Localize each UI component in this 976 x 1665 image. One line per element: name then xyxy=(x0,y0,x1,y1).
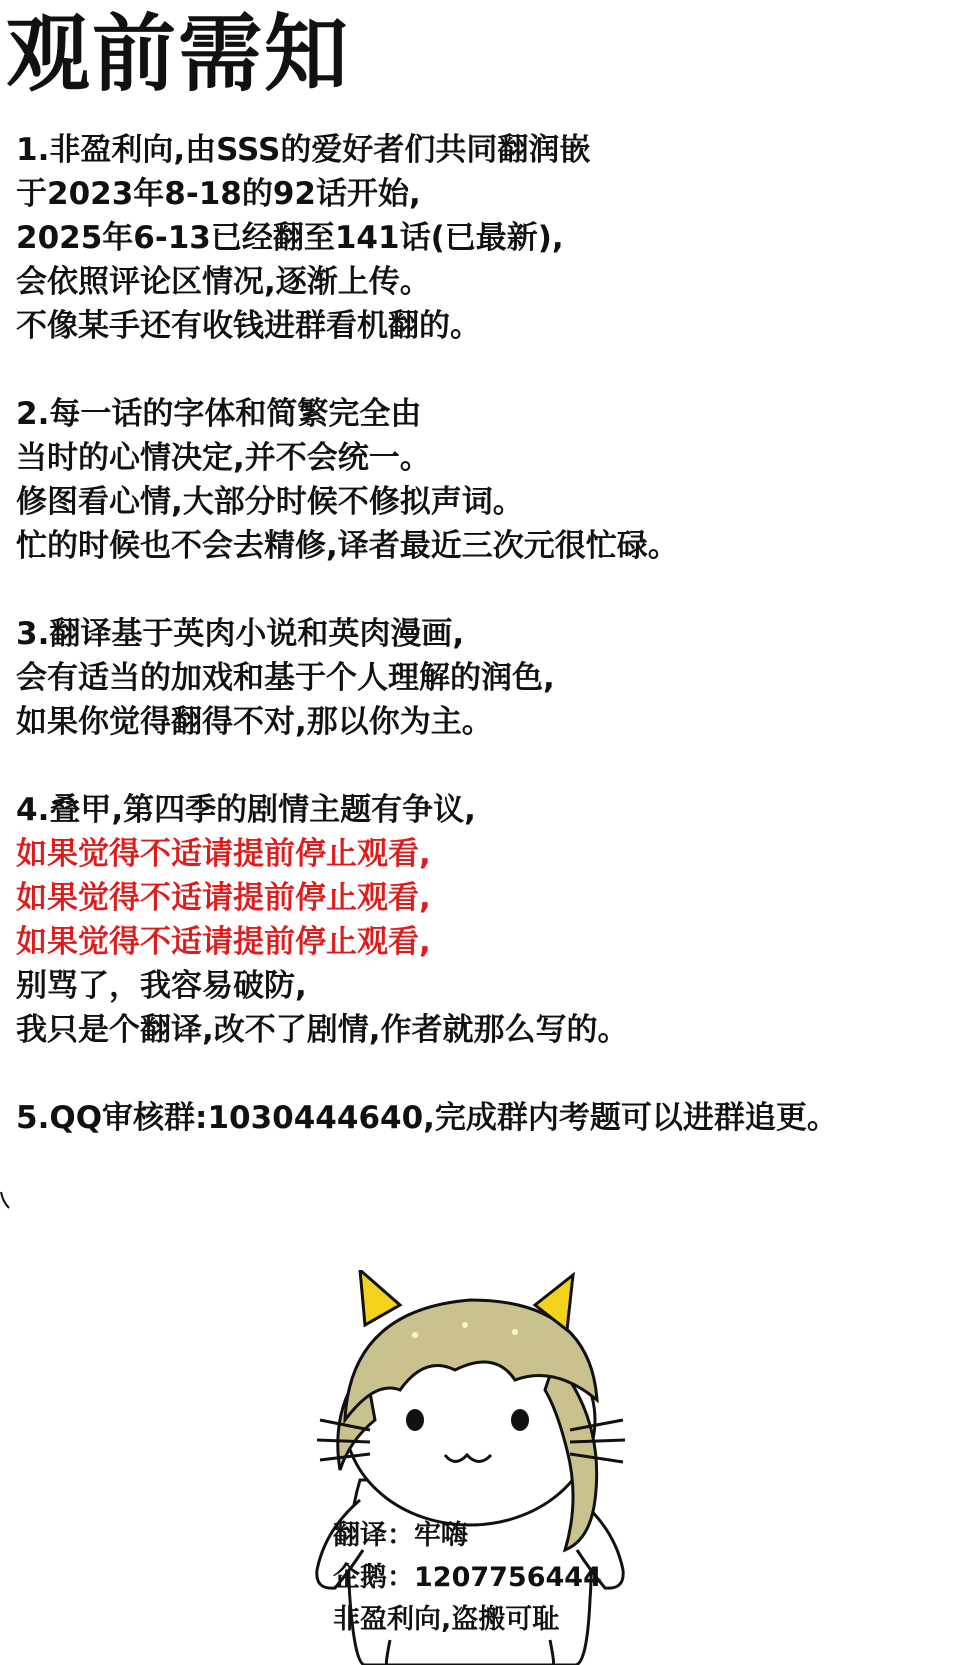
translator-credit: 翻译：牢嗨 xyxy=(333,1520,468,1551)
notice-line: 如果你觉得翻得不对,那以你为主。 xyxy=(16,704,493,740)
notice-line: 1.非盈利向,由SSS的爱好者们共同翻润嵌 xyxy=(16,132,591,168)
warning-line: 如果觉得不适请提前停止观看, xyxy=(16,836,431,872)
page-title: 观前需知 xyxy=(6,5,351,103)
notice-line: 当时的心情决定,并不会统一。 xyxy=(16,440,431,476)
qq-credit: 企鹅：1207756444 xyxy=(333,1562,602,1593)
notice-line: 2025年6-13已经翻至141话(已最新), xyxy=(16,220,564,256)
notice-line: 别骂了，我容易破防, xyxy=(16,968,307,1004)
warning-line: 如果觉得不适请提前停止观看, xyxy=(16,880,431,916)
notice-line: 忙的时候也不会去精修,译者最近三次元很忙碌。 xyxy=(16,528,679,564)
notice-line: 修图看心情,大部分时候不修拟声词。 xyxy=(16,484,524,520)
notice-line: 我只是个翻译,改不了剧情,作者就那么写的。 xyxy=(16,1012,629,1048)
stray-mark-icon xyxy=(0,1190,10,1210)
spacer xyxy=(16,1052,966,1096)
credits-block xyxy=(333,1515,602,1641)
spacer xyxy=(16,348,966,392)
spacer xyxy=(16,744,966,788)
notice-line: 5.QQ审核群:1030444640,完成群内考题可以进群追更。 xyxy=(16,1100,838,1136)
notice-line: 会有适当的加戏和基于个人理解的润色, xyxy=(16,660,555,696)
notice-line: 3.翻译基于英肉小说和英肉漫画, xyxy=(16,616,465,652)
notice-line: 不像某手还有收钱进群看机翻的。 xyxy=(16,308,481,344)
notice-list xyxy=(16,128,966,1140)
spacer xyxy=(16,568,966,612)
notice-line: 于2023年8-18的92话开始, xyxy=(16,176,421,212)
non-profit-notice: 非盈利向,盗搬可耻 xyxy=(333,1604,560,1635)
notice-line: 会依照评论区情况,逐渐上传。 xyxy=(16,264,431,300)
notice-line: 4.叠甲,第四季的剧情主题有争议, xyxy=(16,792,476,828)
notice-line: 2.每一话的字体和简繁完全由 xyxy=(16,396,422,432)
warning-line: 如果觉得不适请提前停止观看, xyxy=(16,924,431,960)
